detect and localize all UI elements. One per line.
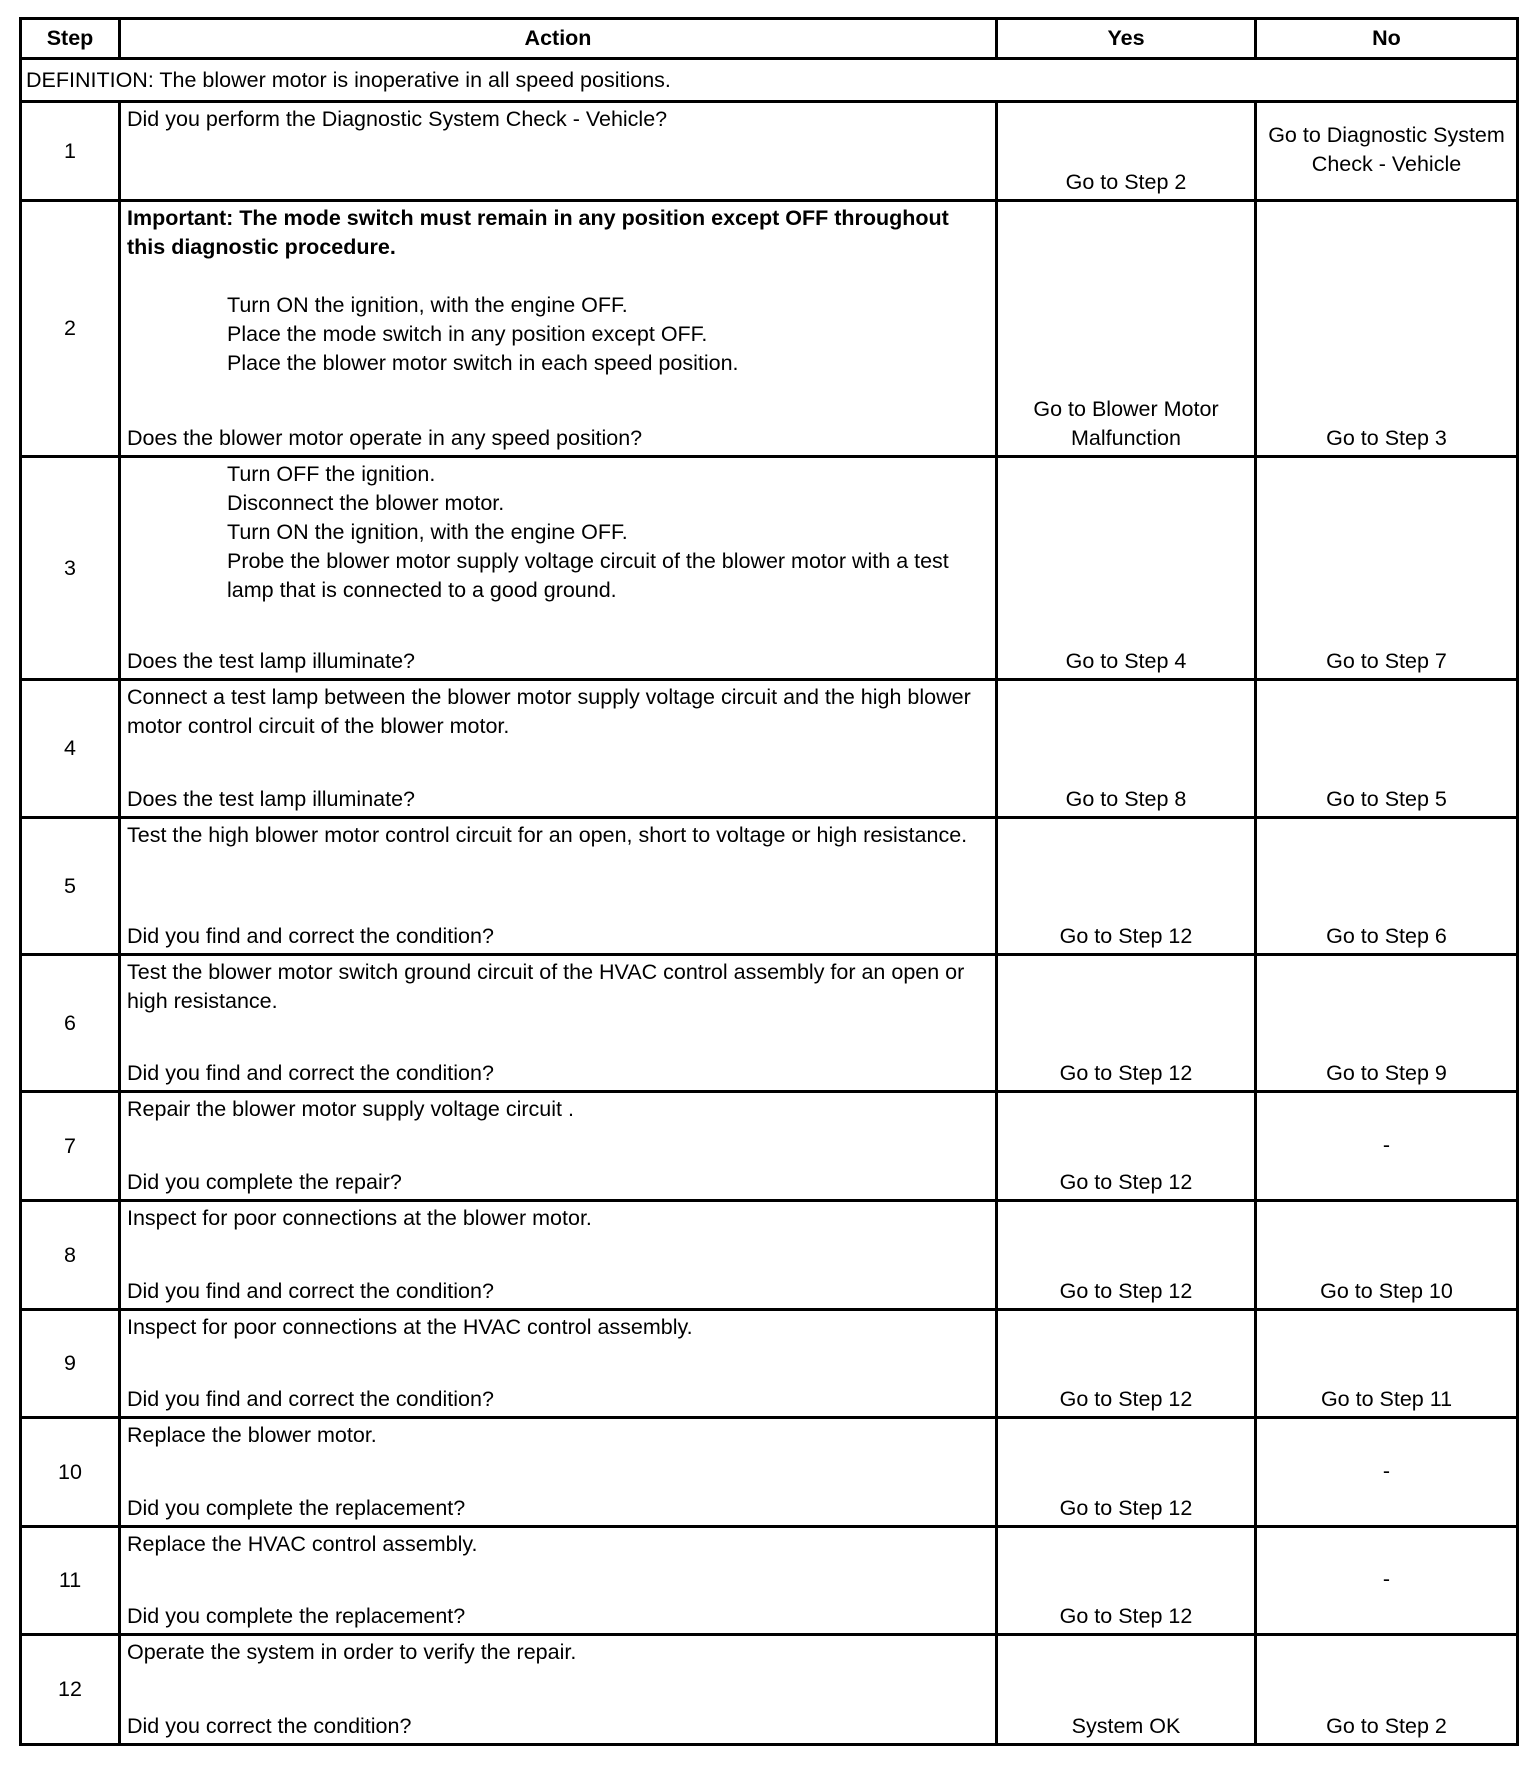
step-number: 12 [21,1635,120,1745]
action-cell [120,1310,997,1418]
no-result: - [1256,1092,1518,1201]
action-cell [120,102,997,201]
header-row [21,19,1518,59]
table-row [21,1092,1518,1201]
no-result: Go to Step 2 [1256,1635,1518,1745]
action-instruction: Replace the blower motor. [127,1423,377,1447]
action-cell [120,955,997,1092]
diagnostic-table [19,17,1519,1746]
action-question: Did you complete the repair? [127,1170,402,1194]
action-cell [120,201,997,457]
action-substep: Turn ON the ignition, with the engine OFF. [227,520,628,544]
yes-result: Go to Step 12 [997,1201,1256,1310]
no-result: Go to Step 11 [1256,1310,1518,1418]
action-substep: Place the mode switch in any position except OFF. [227,322,708,346]
table-row [21,680,1518,818]
action-cell [120,1527,997,1635]
no-result: - [1256,1527,1518,1635]
yes-result: Go to Step 12 [997,955,1256,1092]
action-instruction: Inspect for poor connections at the HVAC control assembly. [127,1315,693,1339]
yes-result: Go to Step 12 [997,818,1256,955]
action-question: Does the test lamp illuminate? [127,787,416,811]
no-result: - [1256,1418,1518,1527]
step-number: 3 [21,457,120,680]
table-row [21,1201,1518,1310]
action-question: Did you find and correct the condition? [127,1387,494,1411]
table-row [21,201,1518,457]
action-instruction: Connect a test lamp between the blower motor supply voltage circuit and the high blower motor control circuit of the blower motor. [127,685,971,738]
no-result: Go to Step 6 [1256,818,1518,955]
important-note: Important: The mode switch must remain in any position except OFF throughout this diagnostic procedure. [127,206,949,259]
action-substep: Turn ON the ignition, with the engine OFF. [227,293,628,317]
yes-result: Go to Step 12 [997,1527,1256,1635]
step-number: 11 [21,1527,120,1635]
table-row [21,955,1518,1092]
yes-result: System OK [997,1635,1256,1745]
step-number: 9 [21,1310,120,1418]
yes-result: Go to Step 4 [997,457,1256,680]
action-cell [120,1201,997,1310]
action-cell [120,680,997,818]
table-row [21,1418,1518,1527]
no-result: Go to Step 3 [1256,201,1518,457]
table-row [21,818,1518,955]
action-instruction: Repair the blower motor supply voltage circuit . [127,1097,574,1121]
action-cell [120,1092,997,1201]
action-cell [120,457,997,680]
action-instruction: Did you perform the Diagnostic System Check - Vehicle? [127,107,668,131]
yes-result: Go to Step 8 [997,680,1256,818]
step-number: 10 [21,1418,120,1527]
no-result: Go to Diagnostic System Check - Vehicle [1256,102,1518,201]
no-result: Go to Step 5 [1256,680,1518,818]
no-result: Go to Step 7 [1256,457,1518,680]
action-question: Did you find and correct the condition? [127,924,494,948]
yes-result: Go to Step 12 [997,1310,1256,1418]
no-result: Go to Step 10 [1256,1201,1518,1310]
header-no: No [1256,19,1518,59]
no-result: Go to Step 9 [1256,955,1518,1092]
action-question: Did you complete the replacement? [127,1496,466,1520]
definition-row [21,59,1518,102]
action-question: Did you find and correct the condition? [127,1061,494,1085]
action-instruction: Test the blower motor switch ground circuit of the HVAC control assembly for an open or high resistance. [127,960,965,1013]
definition-text: DEFINITION: The blower motor is inoperative in all speed positions. [21,59,1518,102]
step-number: 1 [21,102,120,201]
step-number: 6 [21,955,120,1092]
step-number: 8 [21,1201,120,1310]
action-cell [120,1418,997,1527]
action-substep: Turn OFF the ignition. [227,462,436,486]
table-row [21,102,1518,201]
yes-result: Go to Blower Motor Malfunction [997,201,1256,457]
table-row [21,457,1518,680]
action-substep: Disconnect the blower motor. [227,491,505,515]
action-cell [120,818,997,955]
action-instruction: Operate the system in order to verify the repair. [127,1640,577,1664]
action-question: Does the blower motor operate in any speed position? [127,426,643,450]
yes-result: Go to Step 2 [997,102,1256,201]
action-question: Did you correct the condition? [127,1714,412,1738]
action-substep: Place the blower motor switch in each speed position. [227,351,739,375]
header-action: Action [120,19,997,59]
action-instruction: Replace the HVAC control assembly. [127,1532,478,1556]
action-question: Did you complete the replacement? [127,1604,466,1628]
table-row [21,1310,1518,1418]
step-number: 4 [21,680,120,818]
table-row [21,1635,1518,1745]
action-question: Did you find and correct the condition? [127,1279,494,1303]
action-instruction: Inspect for poor connections at the blower motor. [127,1206,592,1230]
step-number: 2 [21,201,120,457]
yes-result: Go to Step 12 [997,1092,1256,1201]
header-step: Step [21,19,120,59]
action-substep: Probe the blower motor supply voltage circuit of the blower motor with a test lamp that is connected to a good ground. [227,549,949,602]
yes-result: Go to Step 12 [997,1418,1256,1527]
step-number: 5 [21,818,120,955]
step-number: 7 [21,1092,120,1201]
action-instruction: Test the high blower motor control circuit for an open, short to voltage or high resistance. [127,823,968,847]
action-question: Does the test lamp illuminate? [127,649,416,673]
table-row [21,1527,1518,1635]
header-yes: Yes [997,19,1256,59]
action-cell [120,1635,997,1745]
